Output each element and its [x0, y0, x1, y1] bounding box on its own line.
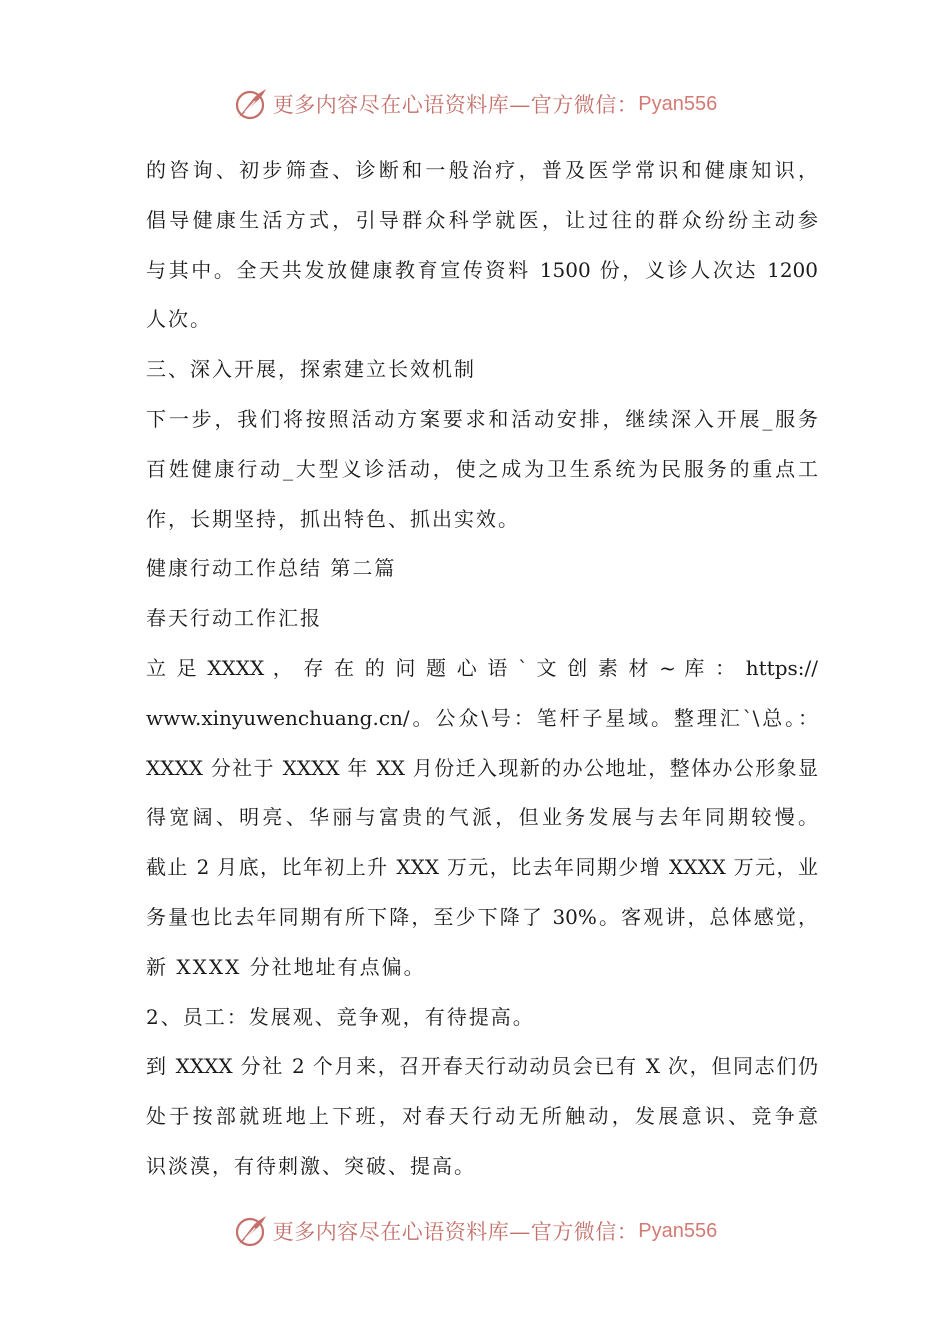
text-line: 到 XXXX 分社 2 个月来，召开春天行动动员会已有 X 次，但同志们仍 — [146, 1054, 818, 1079]
report-title: 春天行动工作汇报 — [146, 606, 322, 631]
text-line: 的咨询、初步筛查、诊断和一般治疗，普及医学常识和健康知识， — [146, 158, 818, 182]
banner-contact: Pyan556 — [638, 1219, 718, 1242]
header-banner — [0, 84, 950, 124]
text-line: 作，长期坚持，抓出特色、抓出实效。 — [146, 506, 520, 531]
section-heading: 2、员工：发展观、竞争观，有待提高。 — [146, 1004, 535, 1029]
banner-contact: Pyan556 — [638, 92, 718, 115]
text-line: 倡导健康生活方式，引导群众科学就医，让过往的群众纷纷主动参 — [146, 207, 818, 232]
text-line: 务量也比去年同期有所下降，至少下降了 30%。客观讲，总体感觉， — [146, 904, 818, 929]
banner-text: 更多内容尽在心语资料库—官方微信： — [272, 93, 639, 117]
text-line: 百姓健康行动_大型义诊活动，使之成为卫生系统为民服务的重点工 — [146, 456, 818, 481]
text-line: 立 足 XXXX ， 存 在 的 问 题 心 语 ` 文 创 素 材 ~ 库 ： https:// — [146, 655, 818, 680]
footer-banner — [0, 1211, 950, 1251]
text-line: 处于按部就班地上下班，对春天行动无所触动，发展意识、竞争意 — [146, 1104, 818, 1129]
text-line: 得宽阔、明亮、华丽与富贵的气派，但业务发展与去年同期较慢。 — [146, 805, 818, 830]
quill-logo-icon — [233, 1213, 269, 1249]
text-line: 识淡漠，有待刺激、突破、提高。 — [146, 1153, 476, 1178]
text-line: www.xinyuwenchuang.cn/。公众\号：笔杆子星域。整理汇`\总。： — [146, 705, 818, 730]
text-line: 下一步，我们将按照活动方案要求和活动安排，继续深入开展_服务 — [146, 406, 818, 431]
text-line: 人次。 — [146, 307, 212, 332]
text-line: 截止 2 月底，比年初上升 XXX 万元，比去年同期少增 XXXX 万元，业 — [146, 855, 818, 880]
banner-text: 更多内容尽在心语资料库—官方微信： — [272, 1220, 639, 1244]
quill-logo-icon — [233, 86, 269, 122]
document-body — [146, 146, 818, 1192]
document-title: 健康行动工作总结 第二篇 — [146, 556, 397, 581]
text-line: XXXX 分社于 XXXX 年 XX 月份迁入现新的办公地址，整体办公形象显 — [146, 755, 818, 780]
section-heading: 三、深入开展，探索建立长效机制 — [146, 357, 476, 382]
text-line: 新 XXXX 分社地址有点偏。 — [146, 954, 426, 979]
text-line: 与其中。全天共发放健康教育宣传资料 1500 份，义诊人次达 1200 — [146, 257, 818, 282]
